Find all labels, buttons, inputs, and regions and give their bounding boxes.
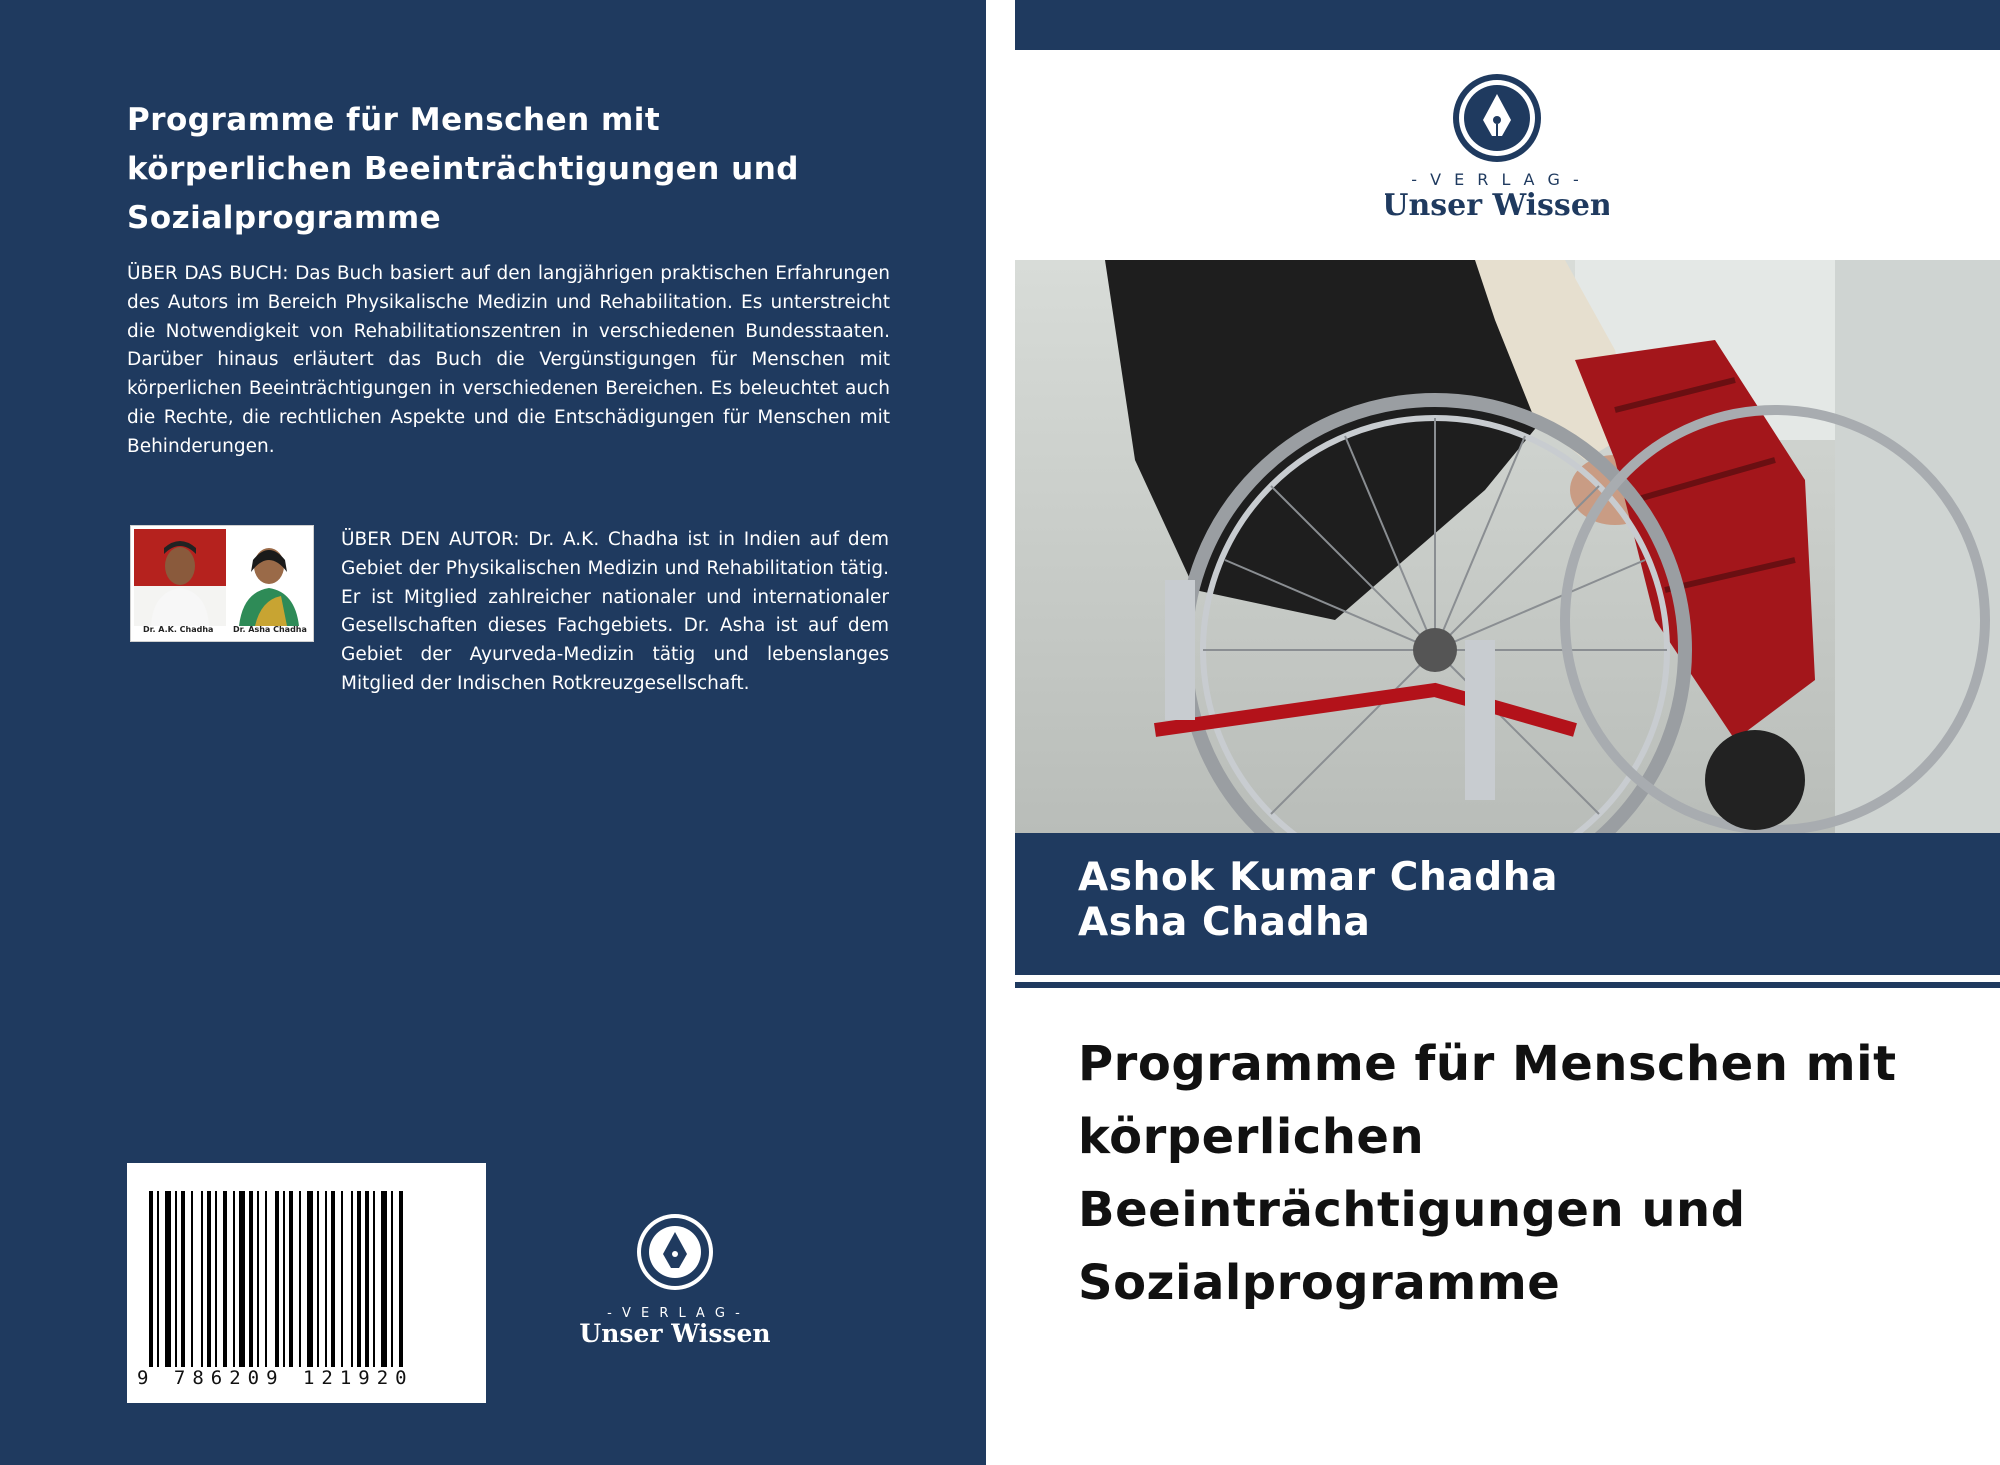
title-line-3: Beeinträchtigungen und (1078, 1182, 1746, 1238)
barcode-bar (201, 1191, 203, 1369)
divider-line (1015, 982, 2000, 988)
spine-gap (986, 0, 1015, 1465)
front-publisher-logo (1385, 70, 1609, 230)
title-line-1: Programme für Menschen mit (1078, 1036, 1897, 1092)
barcode-bar (175, 1191, 177, 1369)
about-book-text: ÜBER DAS BUCH: Das Buch basiert auf den langjährigen praktischen Erfahrungen des Autors im Bereich Physikalische Medizin und Rehabilitation. Es unterstreicht die Notwendigkeit von Rehabilitationszentren in verschiedenen Bundesstaaten. Darüber hinaus erläutert das Buch die Vergünstigungen für Menschen mit körperlichen Beeinträchtigungen in verschiedenen Bereichen. Es beleuchtet auch die Rechte, die rechtlichen Aspekte und die Entschädigungen für Menschen mit Behinderungen. (127, 263, 890, 457)
barcode-bar (307, 1191, 313, 1369)
barcode-bar (373, 1191, 375, 1369)
isbn-barcode (127, 1163, 486, 1403)
barcode-bar (399, 1191, 403, 1369)
barcode-bar (351, 1191, 353, 1369)
author-name-1: Ashok Kumar Chadha (1078, 855, 1559, 900)
barcode-bar (191, 1191, 193, 1369)
barcode-bar (391, 1191, 393, 1369)
barcode-bar (233, 1191, 235, 1369)
author-portraits-image (131, 526, 313, 641)
barcode-bar (215, 1191, 217, 1369)
barcode-bar (149, 1191, 153, 1369)
barcode-bar (289, 1191, 293, 1369)
barcode-bar (157, 1191, 159, 1369)
front-verlag-label: - V E R L A G - (1411, 170, 1583, 189)
front-top-bar (1015, 0, 2000, 50)
barcode-bar (239, 1191, 245, 1369)
barcode-bar (325, 1191, 327, 1369)
barcode-bar (223, 1191, 227, 1369)
barcode-bar (265, 1191, 267, 1369)
author-photos (130, 525, 314, 642)
back-publisher-logo (575, 1210, 775, 1350)
barcode-number: 9 786209 121920 (137, 1367, 477, 1389)
title-line-2: körperlichen (1078, 1109, 1425, 1165)
front-publisher-name: Unser Wissen (1385, 188, 1609, 223)
back-cover-title: Programme für Menschen mit körperlichen Beeinträchtigungen und Sozialprogramme (127, 102, 799, 236)
title-line-4: Sozialprogramme (1078, 1255, 1561, 1311)
back-publisher-name: Unser Wissen (579, 1319, 771, 1348)
barcode-bar (341, 1191, 343, 1369)
photo-caption-left: Dr. A.K. Chadha (143, 625, 214, 634)
barcode-bar (365, 1191, 369, 1369)
barcode-bar (331, 1191, 335, 1369)
barcode-bar (165, 1191, 171, 1369)
author-name-2: Asha Chadha (1078, 900, 1371, 945)
barcode-bar (317, 1191, 319, 1369)
barcode-bar (283, 1191, 285, 1369)
author-band (1015, 833, 2000, 975)
barcode-bar (357, 1191, 361, 1369)
photo-caption-right: Dr. Asha Chadha (233, 625, 307, 634)
barcode-bar (381, 1191, 387, 1369)
barcode-bar (181, 1191, 185, 1369)
barcode-bar (249, 1191, 253, 1369)
front-cover-title (1078, 1028, 1958, 1320)
cover-wheelchair-photo (1015, 260, 2000, 833)
barcode-bar (257, 1191, 259, 1369)
back-verlag-label: - V E R L A G - (607, 1306, 743, 1321)
barcode-bar (207, 1191, 211, 1369)
barcode-bar (299, 1191, 301, 1369)
barcode-bar (275, 1191, 279, 1369)
about-author-text: ÜBER DEN AUTOR: Dr. A.K. Chadha ist in Indien auf dem Gebiet der Physikalischen Medizin und Rehabilitation tätig. Er ist Mitglied zahlreicher nationaler und internationaler Gesellschaften dieses Fachgebiets. Dr. Asha ist auf dem Gebiet der Ayurveda-Medizin tätig und lebenslanges Mitglied der Indischen Rotkreuzgesellschaft. (341, 529, 889, 694)
